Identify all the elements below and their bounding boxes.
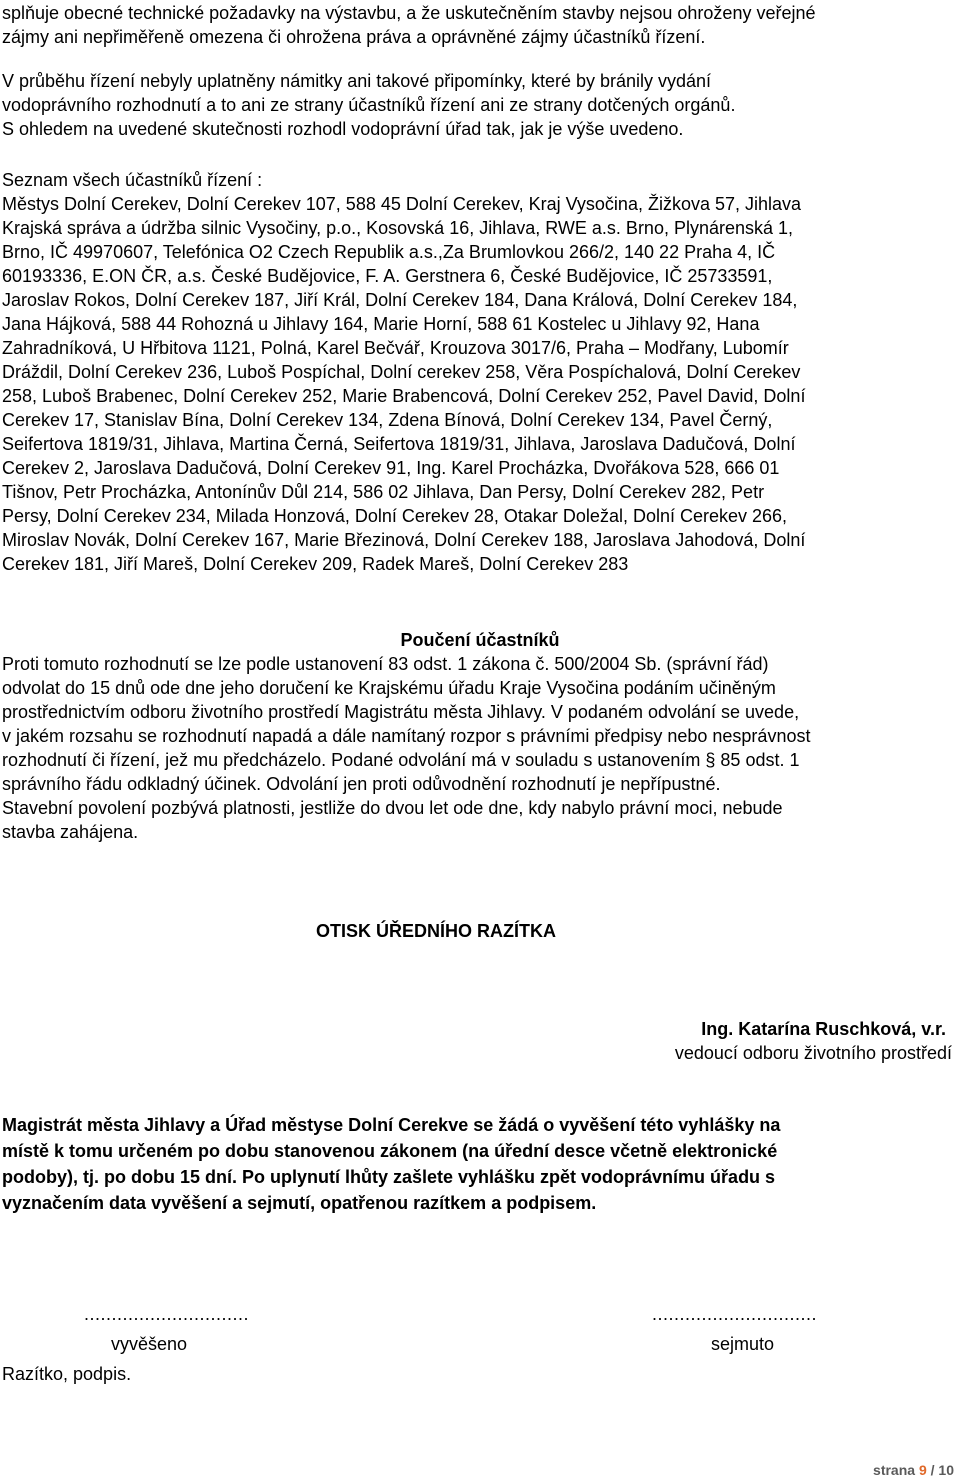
instruction-line: stavba zahájena. (2, 822, 139, 842)
participants-line: Jana Hájková, 588 44 Rohozná u Jihlavy 164, Marie Horní, 588 61 Kostelec u Jihlavy 92, Hana (2, 314, 760, 334)
no-objections-paragraph (2, 69, 956, 141)
participants-line: Cerekev 17, Stanislav Bína, Dolní Cerekev 134, Zdena Bínová, Dolní Cerekev 134, Pavel Černý, (2, 410, 773, 430)
participants-line: Seifertova 1819/31, Jihlava, Martina Černá, Seifertova 1819/31, Jihlava, Jaroslava Dadučová, Dolní (2, 434, 796, 454)
no-objections-line: S ohledem na uvedené skutečnosti rozhodl vodoprávní úřad tak, jak je výše uvedeno. (2, 119, 684, 139)
intro-line: splňuje obecné technické požadavky na výstavbu, a že uskutečněním stavby nejsou ohroženy veřejné (2, 3, 816, 23)
stamp-signature-label: Razítko, podpis. (2, 1364, 132, 1384)
page-number (873, 1462, 954, 1478)
instruction-line: rozhodnutí či řízení, jež mu předcházelo. Podané odvolání má v souladu s ustanovením § 85 odst. 1 (2, 750, 800, 770)
participants-line: Persy, Dolní Cerekev 234, Milada Honzová, Dolní Cerekev 28, Otakar Doležal, Dolní Cerekev 266, (2, 506, 788, 526)
signature-name: Ing. Katarína Ruschková, v.r. (701, 1019, 946, 1039)
instruction-line: Proti tomuto rozhodnutí se lze podle ustanovení 83 odst. 1 zákona č. 500/2004 Sb. (správní řád) (2, 654, 769, 674)
no-objections-line: V průběhu řízení nebyly uplatněny námitky ani takové připomínky, které by bránily vydání (2, 71, 712, 91)
participants-line: Krajská správa a údržba silnic Vysočiny, p.o., Kosovská 16, Jihlava, RWE a.s. Brno, Plynárenská 1, (2, 218, 794, 238)
posting-request-line: místě k tomu určeném po dobu stanovenou zákonem (na úřední desce včetně elektronické (2, 1141, 778, 1161)
page-number-prefix: strana (873, 1462, 916, 1478)
posting-request-line: podoby), tj. po dobu 15 dní. Po uplynutí lhůty zašlete vyhlášku zpět vodoprávnímu úřadu s (2, 1167, 776, 1187)
participants-line: Cerekev 2, Jaroslava Dadučová, Dolní Cerekev 91, Ing. Karel Procházka, Dvořákova 528, 666 01 (2, 458, 780, 478)
no-objections-line: vodoprávního rozhodnutí a to ani ze strany účastníků řízení ani ze strany dotčených orgánů. (2, 95, 736, 115)
page-number-separator: / (930, 1462, 935, 1478)
participants-list (2, 168, 956, 576)
instruction-line: odvolat do 15 dnů ode dne jeho doručení ke Krajskému úřadu Kraje Vysočina podáním učiněným (2, 678, 776, 698)
participants-line: Zahradníková, U Hřbitova 1121, Polná, Karel Bečvář, Krouzova 3017/6, Praha – Modřany, Lubomír (2, 338, 789, 358)
removed-label: sejmuto (711, 1334, 775, 1354)
instruction-line: správního řádu odkladný účinek. Odvolání jen proti odůvodnění rozhodnutí je nepřípustné. (2, 774, 721, 794)
instruction-line: prostřednictvím odboru životního prostředí Magistrátu města Jihlavy. V podaném odvolání se uvede, (2, 702, 800, 722)
page-number-total: 10 (938, 1462, 954, 1478)
removed-date-field: .............................. (652, 1304, 818, 1324)
intro-line: zájmy ani nepřiměřeně omezena či ohrožena práva a oprávněné zájmy účastníků řízení. (2, 27, 706, 47)
participants-line: Městys Dolní Cerekev, Dolní Cerekev 107, 588 45 Dolní Cerekev, Kraj Vysočina, Žižkova 57, Jihlava (2, 194, 802, 214)
signature-role: vedoucí odboru životního prostředí (674, 1043, 952, 1063)
participants-line: 60193336, E.ON ČR, a.s. České Budějovice, F. A. Gerstnera 6, České Budějovice, IČ 25733591, (2, 266, 773, 286)
participants-line: Tišnov, Petr Procházka, Antonínův Důl 214, 586 02 Jihlava, Dan Persy, Dolní Cerekev 282, Petr (2, 482, 765, 502)
posting-request-line: vyznačením data vyvěšení a sejmutí, opatřenou razítkem a podpisem. (2, 1193, 597, 1213)
participants-line: Brno, IČ 49970607, Telefónica O2 Czech Republik a.s.,Za Brumlovkou 266/2, 140 22 Praha 4, IČ (2, 242, 776, 262)
posting-request-paragraph (2, 1112, 956, 1216)
participants-line: Jaroslav Rokos, Dolní Cerekev 187, Jiří Král, Dolní Cerekev 184, Dana Králová, Dolní Cerekev 184, (2, 290, 798, 310)
instruction-paragraph (2, 652, 956, 844)
participants-line: Cerekev 181, Jiří Mareš, Dolní Cerekev 209, Radek Mareš, Dolní Cerekev 283 (2, 554, 629, 574)
intro-paragraph (2, 1, 956, 49)
instruction-heading: Poučení účastníků (400, 630, 560, 650)
instruction-line: Stavební povolení pozbývá platnosti, jestliže do dvou let ode dne, kdy nabylo právní moci, nebude (2, 798, 783, 818)
stamp-label: OTISK ÚŘEDNÍHO RAZÍTKA (316, 921, 556, 941)
participants-line: Dráždil, Dolní Cerekev 236, Luboš Pospíchal, Dolní cerekev 258, Věra Pospíchalová, Dolní Cerekev (2, 362, 801, 382)
posting-request-line: Magistrát města Jihlavy a Úřad městyse Dolní Cerekve se žádá o vyvěšení této vyhlášky na (2, 1115, 781, 1135)
participants-line: 258, Luboš Brabenec, Dolní Cerekev 252, Marie Brabencová, Dolní Cerekev 252, Pavel David, Dolní (2, 386, 806, 406)
instruction-line: v jakém rozsahu se rozhodnutí napadá a dále namítaný rozpor s právními předpisy nebo nesprávnost (2, 726, 811, 746)
participants-line: Miroslav Novák, Dolní Cerekev 167, Marie Březinová, Dolní Cerekev 188, Jaroslava Jahodová, Dolní (2, 530, 806, 550)
posted-label: vyvěšeno (111, 1334, 188, 1354)
posted-date-field: .............................. (84, 1304, 250, 1324)
participants-heading: Seznam všech účastníků řízení : (2, 170, 263, 190)
page-number-current: 9 (918, 1462, 927, 1478)
